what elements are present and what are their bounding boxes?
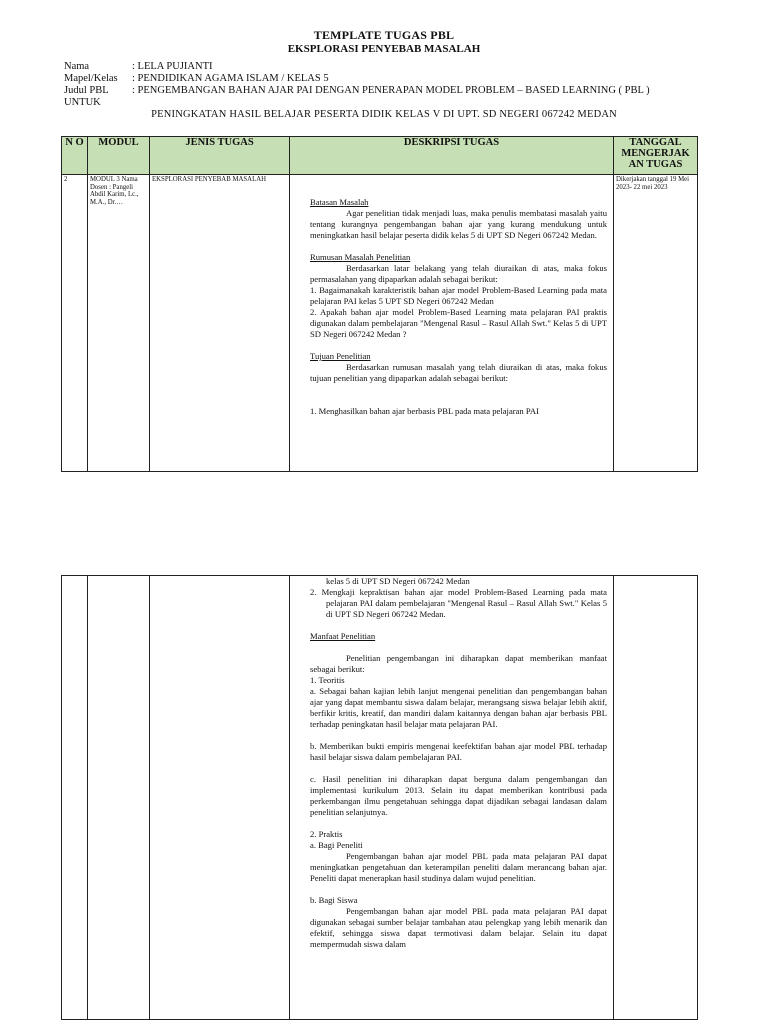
cell-deskripsi	[290, 576, 614, 1020]
list-item: a. Bagi Peneliti	[310, 840, 363, 850]
paragraph: c. Hasil penelitian ini diharapkan dapat berguna dalam pengembangan dan implementasi kurikulum 2013. Selain itu dapat memberikan kontribusi pada perkembangan ilmu pengetahuan sehingga dapat dijadikan sebagai landasan dalam penelitian selanjutnya.	[310, 774, 607, 817]
cell-tanggal: Dikerjakan tanggal 19 Mei 2023- 22 mei 2023	[614, 175, 698, 472]
task-table-page-2	[61, 575, 698, 1020]
paragraph: Pengembangan bahan ajar model PBL pada mata pelajaran PAI dapat meningkatkan pengetahuan dan keterampilan peneliti dalam merancang bahan ajar. Peneliti dapat menerapkan hasil studinya dalam wujud penelitian.	[310, 851, 607, 883]
task-table-page-1	[61, 136, 698, 472]
cell-modul: MODUL 3 Nama Dosen : Pangeli Abdil Karim, Lc., M.A., Dr.…	[88, 175, 150, 472]
section-heading: Tujuan Penelitian	[310, 351, 371, 361]
cell-jenis-tugas	[150, 576, 290, 1020]
judul-continuation: PENINGKATAN HASIL BELAJAR PESERTA DIDIK KELAS V DI UPT. SD NEGERI 067242 MEDAN	[151, 109, 617, 120]
meta-row-nama: Nama : LELA PUJIANTI	[64, 61, 213, 72]
meta-row-mapel: Mapel/Kelas : PENDIDIKAN AGAMA ISLAM / KELAS 5	[64, 73, 329, 84]
list-item: b. Bagi Siswa	[310, 895, 358, 905]
list-item-continuation: kelas 5 di UPT SD Negeri 067242 Medan	[326, 576, 470, 586]
cell-modul	[88, 576, 150, 1020]
table-row	[62, 175, 698, 472]
table-header-row	[62, 137, 698, 175]
meta-row-judul: Judul PBL : PENGEMBANGAN BAHAN AJAR PAI DENGAN PENERAPAN MODEL PROBLEM – BASED LEARNING ( PBL )	[64, 85, 650, 96]
paragraph: Pengembangan bahan ajar model PBL pada mata pelajaran PAI dapat digunakan sebagai sumber belajar tambahan atau pelengkap yang lebih menarik dan efektif, sehingga siswa dapat termotivasi dalam belajar. Selain itu dapat mempermudah siswa dalam	[310, 906, 607, 949]
meta-row-untuk: UNTUK	[64, 97, 101, 108]
section-heading: Batasan Masalah	[310, 197, 369, 207]
paragraph: Penelitian pengembangan ini diharapkan dapat memberikan manfaat sebagai berikut:	[310, 653, 607, 674]
header-jenis-tugas: JENIS TUGAS	[150, 137, 290, 175]
section-heading: Manfaat Penelitian	[310, 631, 376, 641]
header-tanggal: TANGGAL MENGERJAK AN TUGAS	[614, 137, 698, 175]
paragraph: Berdasarkan rumusan masalah yang telah diuraikan di atas, maka fokus tujuan penelitian yang dipaparkan adalah sebagai berikut:	[310, 362, 607, 383]
list-item: 2. Apakah bahan ajar model Problem-Based Learning mata pelajaran PAI praktis digunakan dalam pembelajaran "Mengenal Rasul – Rasul Allah Swt." Kelas 5 di UPT SD Negeri 067242 Medan ?	[310, 307, 607, 339]
list-item: 1. Teoritis	[310, 675, 345, 685]
list-item: 1. Menghasilkan bahan ajar berbasis PBL pada mata pelajaran PAI	[310, 406, 539, 416]
table-row	[62, 576, 698, 1020]
document-title: TEMPLATE TUGAS PBL	[313, 28, 455, 42]
header-deskripsi: DESKRIPSI TUGAS	[290, 137, 614, 175]
list-item: 2. Mengkaji kepraktisan bahan ajar model Problem-Based Learning pada mata pelajaran PAI dalam pembelajaran "Mengenal Rasul – Rasul Allah Swt." Kelas 5 di UPT SD Negeri 067242 Medan.	[310, 587, 607, 619]
paragraph: a. Sebagai bahan kajian lebih lanjut mengenai penelitian dan pengembangan bahan ajar yang dapat membantu siswa dalam belajar, merangsang siswa belajar lebih aktif, berfikir kritis, kreatif, dan mandiri dalam kaitannya dengan bahan ajar berbasis PBL terhadap peningkatan hasil belajar mata pelajaran PAI.	[310, 686, 607, 729]
document-subtitle: EKSPLORASI PENYEBAB MASALAH	[287, 43, 481, 55]
header-modul: MODUL	[88, 137, 150, 175]
cell-no: 2	[62, 175, 88, 472]
header-no: N O	[62, 137, 88, 175]
list-item: 2. Praktis	[310, 829, 343, 839]
cell-deskripsi	[290, 175, 614, 472]
paragraph: Berdasarkan latar belakang yang telah diuraikan di atas, maka fokus permasalahan yang dipaparkan adalah sebagai berikut:	[310, 263, 607, 284]
section-heading: Rumusan Masalah Penelitian	[310, 252, 411, 262]
cell-jenis-tugas: EKSPLORASI PENYEBAB MASALAH	[150, 175, 290, 472]
cell-no	[62, 576, 88, 1020]
cell-tanggal	[614, 576, 698, 1020]
list-item: 1. Bagaimanakah karakteristik bahan ajar model Problem-Based Learning pada mata pelajaran PAI kelas 5 UPT SD Negeri 067242 Medan	[310, 285, 607, 306]
paragraph: b. Memberikan bukti empiris mengenai keefektifan bahan ajar model PBL terhadap hasil belajar siswa dalam pembelajaran PAI.	[310, 741, 607, 762]
paragraph: Agar penelitian tidak menjadi luas, maka penulis membatasi masalah yaitu tentang kurangnya pengembangan bahan ajar yang kurang mendukung untuk meningkatkan hasil belajar peserta didik kelas 5 di UPT SD Negeri 067242 Medan.	[310, 208, 607, 240]
